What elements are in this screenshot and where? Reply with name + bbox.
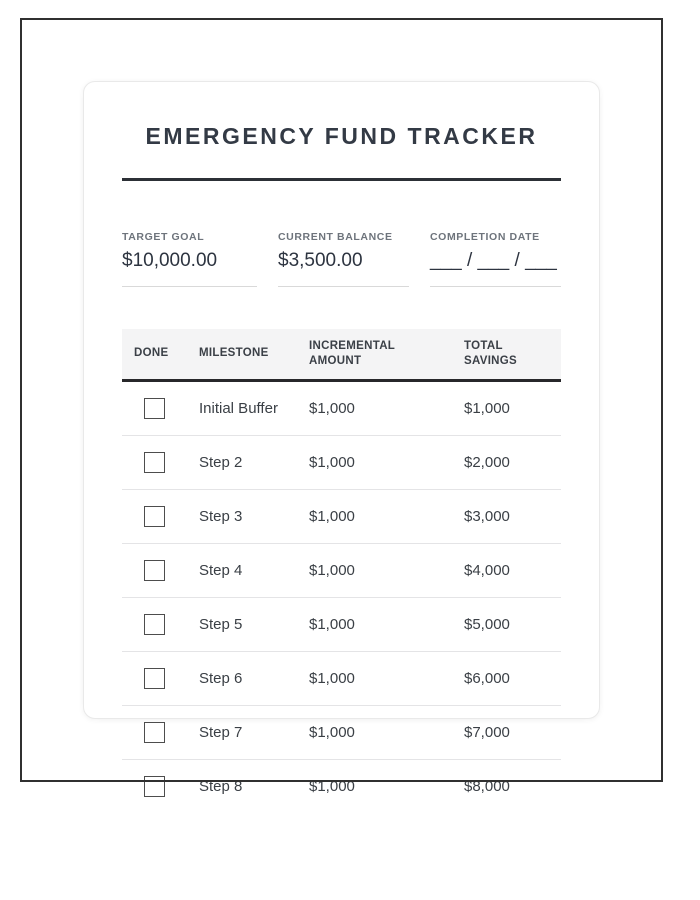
milestone-label: Step 4 (199, 561, 243, 579)
table-row (122, 597, 561, 651)
total-savings: $3,000 (464, 507, 510, 525)
milestone-label: Step 6 (199, 669, 243, 687)
title-divider (122, 178, 561, 181)
table-header-row (122, 329, 561, 382)
done-cell (134, 506, 199, 527)
done-cell (134, 722, 199, 743)
milestone-label: Step 5 (199, 615, 243, 633)
completion-date-value[interactable]: ___ / ___ / ___ (430, 250, 561, 287)
table-row (122, 543, 561, 597)
current-balance-field (278, 231, 409, 287)
incremental-amount: $1,000 (309, 399, 355, 417)
done-cell (134, 776, 199, 797)
table-row (122, 651, 561, 705)
column-header-milestone: MILESTONE (199, 347, 269, 360)
target-goal-value[interactable]: $10,000.00 (122, 250, 257, 287)
total-savings: $2,000 (464, 453, 510, 471)
table-row (122, 382, 561, 435)
completion-date-field (430, 231, 561, 287)
total-savings: $6,000 (464, 669, 510, 687)
table-row (122, 705, 561, 759)
total-savings: $8,000 (464, 777, 510, 795)
done-cell (134, 452, 199, 473)
column-header-done: DONE (134, 347, 169, 360)
table-row (122, 759, 561, 813)
done-checkbox[interactable] (144, 776, 165, 797)
target-goal-label: TARGET GOAL (122, 230, 205, 243)
column-header-incremental-amount: INCREMENTAL AMOUNT (309, 339, 395, 367)
done-cell (134, 398, 199, 419)
done-checkbox[interactable] (144, 614, 165, 635)
summary-fields (122, 231, 561, 287)
done-cell (134, 614, 199, 635)
table-row (122, 489, 561, 543)
incremental-amount: $1,000 (309, 507, 355, 525)
incremental-amount: $1,000 (309, 723, 355, 741)
done-checkbox[interactable] (144, 452, 165, 473)
incremental-amount: $1,000 (309, 615, 355, 633)
column-header-total-savings: TOTAL SAVINGS (464, 339, 518, 367)
milestone-label: Step 8 (199, 777, 243, 795)
done-checkbox[interactable] (144, 560, 165, 581)
total-savings: $7,000 (464, 723, 510, 741)
current-balance-label: CURRENT BALANCE (278, 230, 393, 243)
milestone-label: Step 7 (199, 723, 243, 741)
done-cell (134, 668, 199, 689)
incremental-amount: $1,000 (309, 669, 355, 687)
milestone-label: Step 3 (199, 507, 243, 525)
done-checkbox[interactable] (144, 398, 165, 419)
milestone-label: Step 2 (199, 453, 243, 471)
milestones-table (122, 329, 561, 813)
done-cell (134, 560, 199, 581)
done-checkbox[interactable] (144, 722, 165, 743)
tracker-card (83, 81, 600, 795)
table-row (122, 435, 561, 489)
done-checkbox[interactable] (144, 668, 165, 689)
total-savings: $4,000 (464, 561, 510, 579)
milestone-label: Initial Buffer (199, 399, 278, 417)
total-savings: $5,000 (464, 615, 510, 633)
incremental-amount: $1,000 (309, 777, 355, 795)
incremental-amount: $1,000 (309, 561, 355, 579)
target-goal-field (122, 231, 257, 287)
total-savings: $1,000 (464, 399, 510, 417)
completion-date-label: COMPLETION DATE (430, 230, 540, 243)
table-body (122, 382, 561, 813)
current-balance-value[interactable]: $3,500.00 (278, 250, 409, 287)
page-title: EMERGENCY FUND TRACKER (145, 123, 538, 149)
done-checkbox[interactable] (144, 506, 165, 527)
incremental-amount: $1,000 (309, 453, 355, 471)
